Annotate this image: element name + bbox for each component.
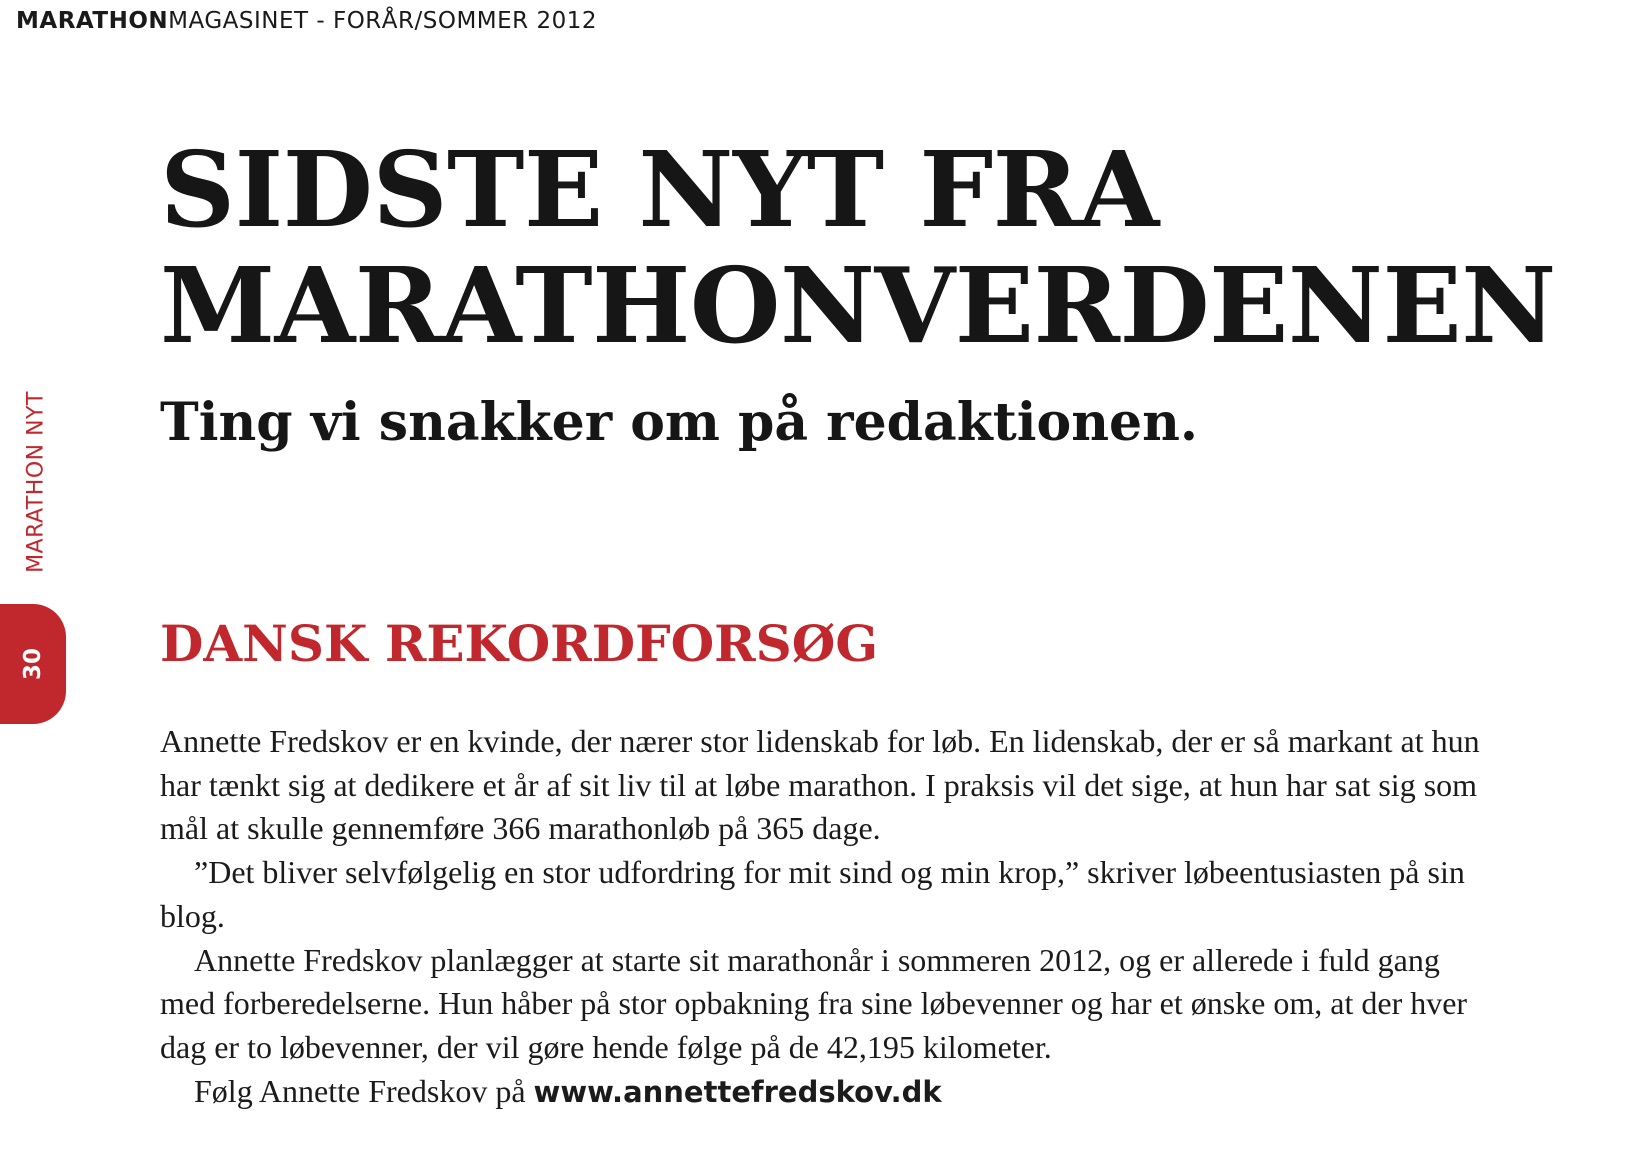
headline — [160, 128, 1556, 368]
page-number: 30 — [20, 647, 46, 681]
subtitle: Ting vi snakker om på redaktionen. — [160, 392, 1198, 453]
running-head — [16, 8, 597, 34]
article-paragraph-4 — [160, 1070, 1500, 1115]
article-heading: DANSK REKORDFORSØG — [160, 614, 879, 673]
headline-line-1: SIDSTE NYT FRA — [160, 128, 1159, 251]
magazine-issue: MAGASINET - FORÅR/SOMMER 2012 — [168, 8, 598, 34]
follow-text: Følg Annette Fredskov på — [194, 1072, 534, 1109]
website-link[interactable]: www.annettefredskov.dk — [533, 1074, 942, 1109]
article-body — [160, 720, 1500, 1114]
article-paragraph-3: Annette Fredskov planlægger at starte sit marathonår i sommeren 2012, og er allerede i fuld gang med forberedelserne. Hun håber på stor opbakning fra sine løbevenner og har et ønske om, at der hver dag er to løbevenner, der vil gøre hende følge på de 42,195 kilometer. — [160, 941, 1468, 1065]
section-label: MARATHON NYT — [23, 391, 49, 573]
magazine-brand: MARATHON — [16, 8, 169, 34]
article-paragraph-2: ”Det bliver selvfølgelig en stor udfordring for mit sind og min krop,” skriver løbeentusiasten på sin blog. — [160, 854, 1465, 934]
headline-line-2: MARATHONVERDENEN — [160, 244, 1556, 368]
article-paragraph-1: Annette Fredskov er en kvinde, der nærer stor lidenskab for løb. En lidenskab, der er så markant at hun har tænkt sig at dedikere et år af sit liv til at løbe marathon. I praksis vil det sige, at hun har sat sig som mål at skulle gennemføre 366 marathonløb på 365 dage. — [160, 723, 1480, 847]
